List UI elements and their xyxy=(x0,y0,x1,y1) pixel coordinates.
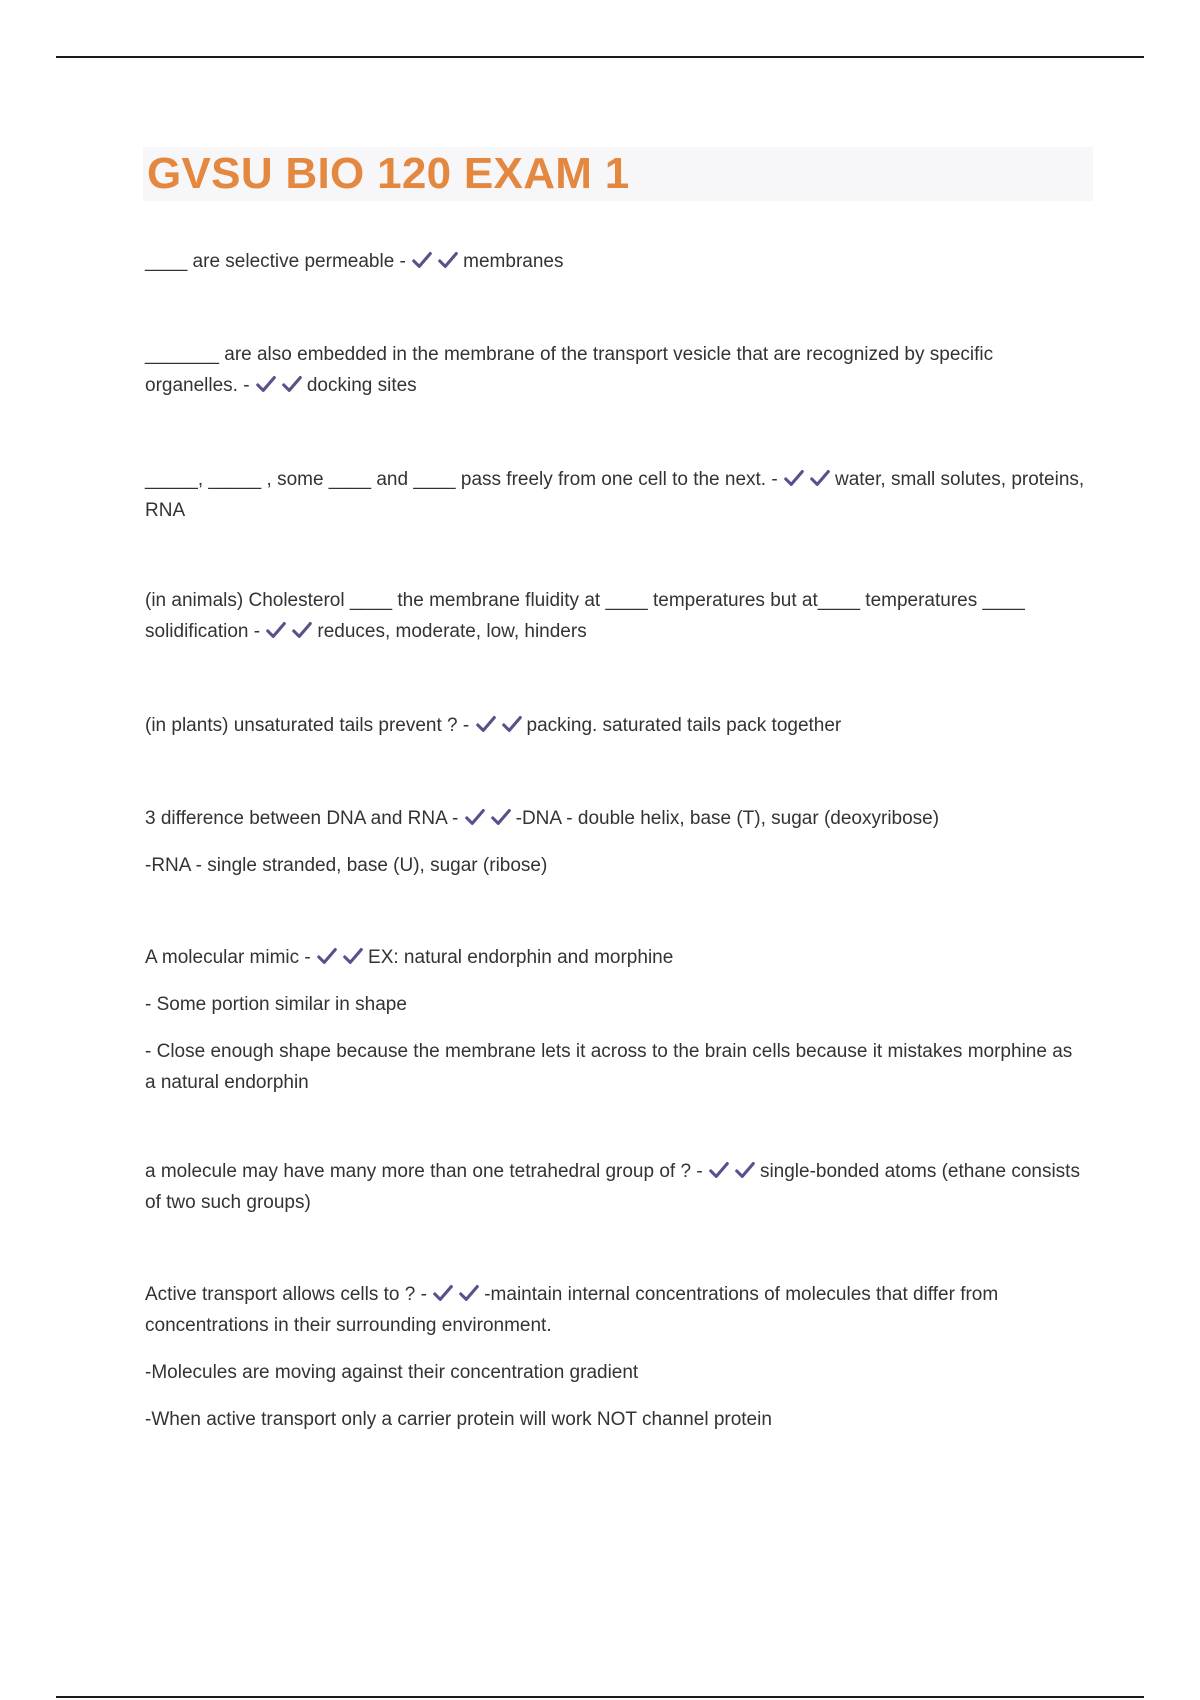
answer-extra-line: -Molecules are moving against their concentration gradient xyxy=(145,1362,639,1383)
question-text: _____, _____ , some ____ and ____ pass freely from one cell to the next. - xyxy=(145,469,778,490)
flashcard xyxy=(145,585,1085,647)
question-text: (in plants) unsaturated tails prevent ? - xyxy=(145,715,470,736)
flashcard xyxy=(145,464,1085,526)
flashcard xyxy=(145,1279,1085,1435)
flashcard xyxy=(145,803,1085,881)
answer-text: -maintain internal concentrations of molecules that differ from concentrations in their surrounding environment. xyxy=(145,1284,999,1336)
checkmark-icon xyxy=(783,467,805,489)
card-text xyxy=(145,246,1085,277)
answer-extra-line: -RNA - single stranded, base (U), sugar (ribose) xyxy=(145,855,548,876)
checkmark-icon xyxy=(437,249,459,271)
checkmark-icon xyxy=(291,619,313,641)
checkmark-icon xyxy=(342,945,364,967)
answer-text: reduces, moderate, low, hinders xyxy=(317,621,587,642)
card-text xyxy=(145,942,1085,973)
answer-text: EX: natural endorphin and morphine xyxy=(368,947,674,968)
checkmark-icon xyxy=(432,1282,454,1304)
answer-text: packing. saturated tails pack together xyxy=(526,715,842,736)
answer-text: single-bonded atoms (ethane consists of two such groups) xyxy=(145,1161,1080,1213)
checkmark-icon xyxy=(809,467,831,489)
card-text xyxy=(145,1279,1085,1341)
question-text: A molecular mimic - xyxy=(145,947,311,968)
question-text: Active transport allows cells to ? - xyxy=(145,1284,427,1305)
card-text xyxy=(145,339,1085,401)
answer-text: -DNA - double helix, base (T), sugar (deoxyribose) xyxy=(515,808,940,829)
flashcard xyxy=(145,339,1085,401)
checkmark-icon xyxy=(281,373,303,395)
answer-text: docking sites xyxy=(306,375,417,396)
checkmark-icon xyxy=(475,713,497,735)
document-title: GVSU BIO 120 EXAM 1 xyxy=(147,149,630,198)
checkmark-icon xyxy=(265,619,287,641)
answer-text: membranes xyxy=(463,251,564,272)
checkmark-icon xyxy=(411,249,433,271)
top-rule xyxy=(56,56,1144,58)
flashcard xyxy=(145,1156,1085,1218)
checkmark-icon xyxy=(255,373,277,395)
checkmark-icon xyxy=(458,1282,480,1304)
question-text: 3 difference between DNA and RNA - xyxy=(145,808,459,829)
question-text: (in animals) Cholesterol ____ the membrane fluidity at ____ temperatures but at____ temperatures ____ solidification - xyxy=(145,590,1025,642)
checkmark-icon xyxy=(708,1159,730,1181)
flashcard xyxy=(145,246,1085,277)
answer-extra-line: - Some portion similar in shape xyxy=(145,994,407,1015)
checkmark-icon xyxy=(490,806,512,828)
answer-text: water, small solutes, proteins, RNA xyxy=(145,469,1085,521)
card-text xyxy=(145,710,1085,741)
checkmark-icon xyxy=(501,713,523,735)
answer-extra-line: - Close enough shape because the membrane lets it across to the brain cells because it mistakes morphine as a natural endorphin xyxy=(145,1041,1073,1093)
answer-extra-line: -When active transport only a carrier protein will work NOT channel protein xyxy=(145,1409,772,1430)
checkmark-icon xyxy=(734,1159,756,1181)
question-text: ____ are selective permeable - xyxy=(145,251,406,272)
checkmark-icon xyxy=(316,945,338,967)
flashcard xyxy=(145,942,1085,1098)
question-text: _______ are also embedded in the membrane of the transport vesicle that are recognized by specific organelles. - xyxy=(145,344,994,396)
card-text xyxy=(145,1156,1085,1218)
card-text xyxy=(145,803,1085,834)
card-text xyxy=(145,464,1085,526)
flashcard xyxy=(145,710,1085,741)
checkmark-icon xyxy=(464,806,486,828)
question-text: a molecule may have many more than one tetrahedral group of ? - xyxy=(145,1161,703,1182)
bottom-rule xyxy=(56,1696,1144,1698)
card-text xyxy=(145,585,1085,647)
